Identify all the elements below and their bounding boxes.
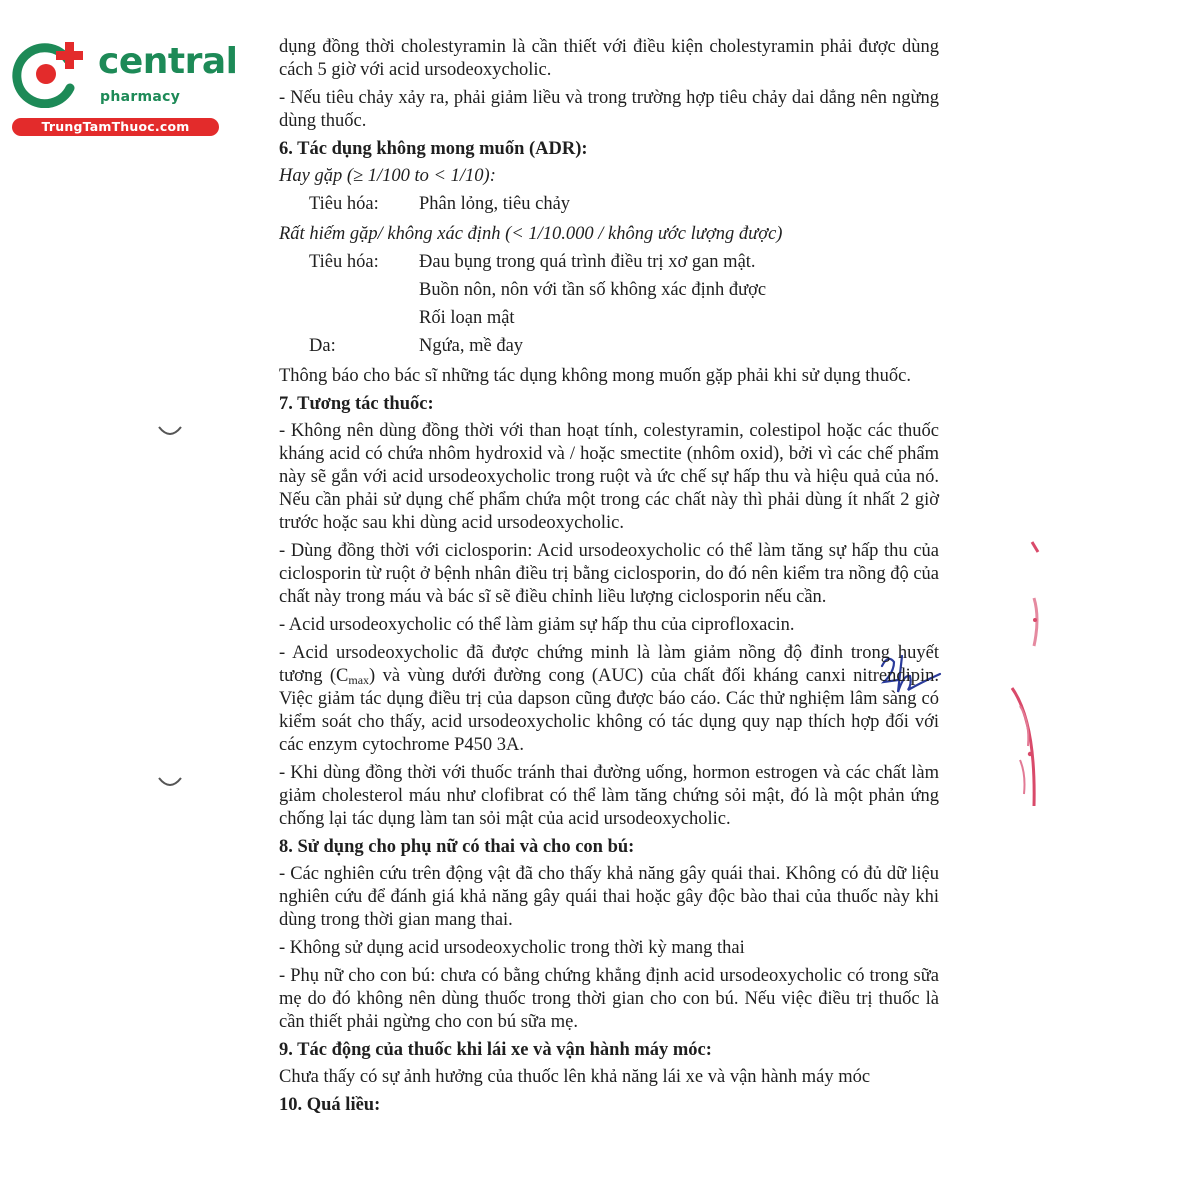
intro-paragraph: dụng đồng thời cholestyramin là cần thiết với điều kiện cholestyramin phải được dùng cách 5 giờ với acid ursodeoxycholic. xyxy=(279,37,939,80)
adr-row xyxy=(279,279,939,307)
interaction-text: ) và vùng dưới đường cong (AUC) của chất đối kháng canxi nitrendipin. Việc giảm tác dụng điều trị của dapson cũng được báo cáo. Các thử nghiệm lâm sàng có kiểm soát cho thấy, acid ursodeoxycholic không có tác dụng quy nạp thích hợp đối với các enzym cytochrome P450 3A. xyxy=(279,666,939,755)
document-body xyxy=(279,36,939,1121)
interaction-paragraph: - Dùng đồng thời với ciclosporin: Acid ursodeoxycholic có thể làm tăng sự hấp thu của ciclosporin từ ruột ở bệnh nhân điều trị bằng ciclosporin, do đó nên kiểm tra nồng độ của chất này trong máu và bác sĩ sẽ điều chỉnh liều lượng ciclosporin nếu cần. xyxy=(279,541,939,607)
pregnancy-paragraph: - Phụ nữ cho con bú: chưa có bằng chứng khẳng định acid ursodeoxycholic có trong sữa mẹ do đó không nên dùng thuốc trong thời gian cho con bú. Nếu việc điều trị thuốc là cần thiết phải ngừng cho con bú sữa mẹ. xyxy=(279,966,939,1032)
pharmacy-cross-logo-icon xyxy=(10,38,90,108)
adr-common-list xyxy=(279,193,939,221)
interaction-paragraph: - Khi dùng đồng thời với thuốc tránh thai đường uống, hormon estrogen và các chất làm giảm cholesterol máu như clofibrat có thể làm tăng chứng sỏi mật, đó là một phản ứng chống lại tác dụng làm tan sỏi mật của acid ursodeoxycholic. xyxy=(279,763,939,829)
adr-note-paragraph: Thông báo cho bác sĩ những tác dụng không mong muốn gặp phải khi sử dụng thuốc. xyxy=(279,366,912,386)
adr-row xyxy=(279,307,939,335)
frequency-rare-label: Rất hiếm gặp/ không xác định (< 1/10.000 / không ước lượng được) xyxy=(279,224,783,244)
adr-row xyxy=(279,251,939,279)
cmax-subscript: max xyxy=(348,673,370,687)
interaction-text: - Acid ursodeoxycholic đã được chứng minh là làm giảm nồng độ đỉnh trong huyết tương (C xyxy=(279,643,939,686)
section-6-heading: 6. Tác dụng không mong muốn (ADR): xyxy=(279,139,588,159)
logo-brand-text: central xyxy=(98,41,238,82)
section-8-heading: 8. Sử dụng cho phụ nữ có thai và cho con bú: xyxy=(279,837,635,857)
central-pharmacy-logo xyxy=(10,38,238,136)
adr-effect: Ngứa, mề đay xyxy=(419,336,524,356)
logo-website-banner: TrungTamThuoc.com xyxy=(12,118,219,136)
adr-row xyxy=(279,193,939,221)
interaction-paragraph: - Không nên dùng đồng thời với than hoạt tính, colestyramin, colestipol hoặc các thuốc kháng acid có chứa nhôm hydroxid và / hoặc smectite (nhôm oxid), bởi vì các chế phẩm này sẽ gắn với acid ursodeoxycholic trong ruột và ức chế sự hấp thu và hiệu quả của nó. Nếu cần phải sử dụng chế phẩm chứa một trong các chất này thì phải dùng ít nhất 2 giờ trước hoặc sau khi dùng acid ursodeoxycholic. xyxy=(279,421,939,533)
adr-effect: Buồn nôn, nôn với tần số không xác định được xyxy=(419,280,767,300)
pregnancy-paragraph: - Các nghiên cứu trên động vật đã cho thấy khả năng gây quái thai. Không có đủ dữ liệu nghiên cứu để đánh giá khả năng gây quái thai hoặc gây độc bào thai của thuốc này khi dùng trong thời gian mang thai. xyxy=(279,864,939,930)
adr-effect: Đau bụng trong quá trình điều trị xơ gan mật. xyxy=(419,252,756,272)
section-9-heading: 9. Tác động của thuốc khi lái xe và vận hành máy móc: xyxy=(279,1040,712,1060)
adr-effect: Rối loạn mật xyxy=(419,308,515,328)
logo-sub-text: pharmacy xyxy=(100,89,181,105)
adr-category: Tiêu hóa: xyxy=(309,194,379,214)
adr-category: Da: xyxy=(309,336,336,356)
intro-paragraph: - Nếu tiêu chảy xảy ra, phải giảm liều và trong trường hợp tiêu chảy dai dẳng nên ngừng dùng thuốc. xyxy=(279,88,939,131)
section-10-heading: 10. Quá liều: xyxy=(279,1095,381,1115)
interaction-paragraph: - Acid ursodeoxycholic có thể làm giảm sự hấp thu của ciprofloxacin. xyxy=(279,615,795,635)
frequency-common-label: Hay gặp (≥ 1/100 to < 1/10): xyxy=(279,166,496,186)
red-seal-edge-icon xyxy=(1010,538,1040,658)
adr-category: Tiêu hóa: xyxy=(309,252,379,272)
adr-rare-list xyxy=(279,251,939,363)
driving-paragraph: Chưa thấy có sự ảnh hưởng của thuốc lên khả năng lái xe và vận hành máy móc xyxy=(279,1067,871,1087)
binder-hole-mark-icon xyxy=(157,776,183,790)
binder-hole-mark-icon xyxy=(157,425,183,439)
pregnancy-paragraph: - Không sử dụng acid ursodeoxycholic trong thời kỳ mang thai xyxy=(279,938,745,958)
adr-row xyxy=(279,335,939,363)
section-7-heading: 7. Tương tác thuốc: xyxy=(279,394,434,414)
interaction-paragraph xyxy=(279,642,939,757)
red-seal-edge-icon xyxy=(1010,682,1040,812)
adr-effect: Phân lỏng, tiêu chảy xyxy=(419,194,571,214)
